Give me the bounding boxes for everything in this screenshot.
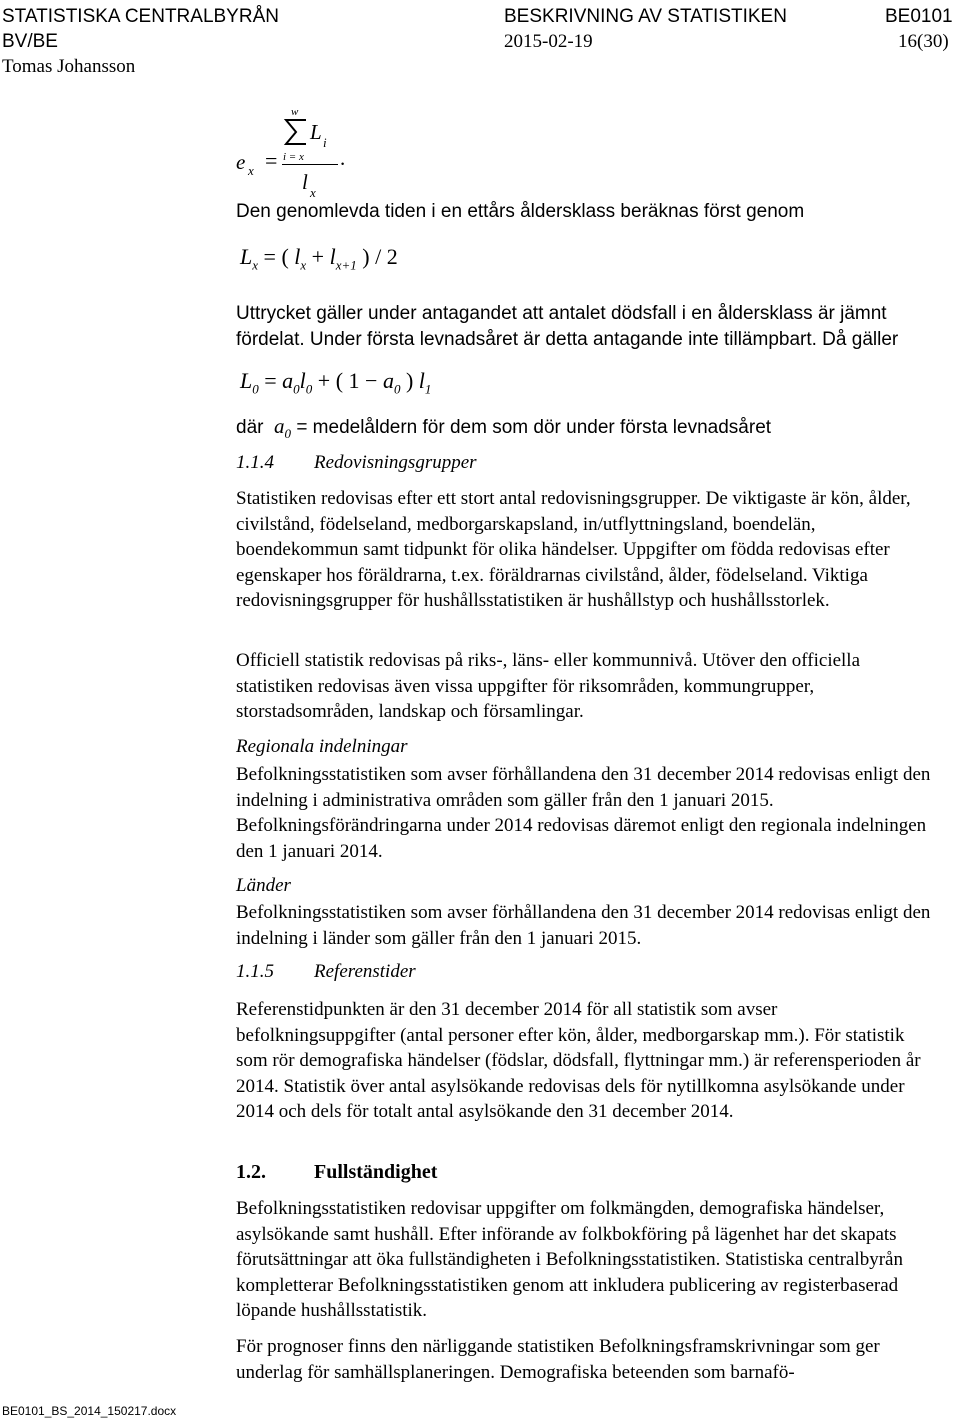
header-doc-type: BESKRIVNING AV STATISTIKEN	[504, 6, 787, 27]
formula-Lx-L-sub: x	[252, 257, 259, 273]
header-dept: BV/BE	[2, 31, 58, 52]
subheading-regionala-indelningar: Regionala indelningar	[236, 736, 408, 757]
formula-L0-L: L	[240, 368, 253, 393]
formula-ex-equals: =	[265, 148, 278, 173]
header-date: 2015-02-19	[504, 31, 593, 52]
fraction-line	[282, 164, 338, 165]
formula-L0-l2-sub: 1	[424, 381, 432, 397]
formula-L0-l: l	[299, 368, 306, 393]
where-symbol-sub: 0	[284, 425, 292, 441]
formula-Lx-L: L	[240, 244, 253, 269]
formula-L0-l-sub: 0	[305, 381, 313, 397]
section-1-1-5-paragraph: Referenstidpunkten är den 31 december 2014 för all statistik som avser befolkningsuppgifter (antal personer efter kön, ålder, medborgarskap mm.). För statistik som rör demografiska händelser (födslar, dödsfall, flyttningar mm.) är referensperioden år 2014. Statistik över antal asylsökande redovisas dels för nytillkomna asylsökande under 2014 och dels för totalt antal asylsökande den 31 december 2014.	[236, 999, 921, 1122]
sigma-icon	[283, 118, 309, 146]
subheading-lander: Länder	[236, 875, 291, 896]
lander-text: Befolkningsstatistiken som avser förhållandena den 31 december 2014 redovisas enligt den indelning i länder som gäller från den 1 januari 2015.	[236, 902, 931, 949]
formula-L0-a2: a	[382, 368, 394, 393]
formula-Lx	[240, 244, 398, 273]
formula-ex	[236, 100, 376, 200]
section-1-1-4-paragraph-1: Statistiken redovisas efter ett stort antal redovisningsgrupper. De viktigaste är kön, ålder, civilstånd, födelseland, medborgarskapsland, in/utflyttningsland, boendelän, boendekommun samt tidpunkt för olika händelser. Uppgifter om födda redovisas efter egenskaper hos föräldrarna, t.ex. föräldrarnas civilstånd, ålder, födelseland. Viktiga redovisningsgrupper för hushållsstatistiken är hushållstyp och hushållsstorlek.	[236, 488, 911, 611]
formula-ex-period: .	[340, 146, 346, 170]
where-text: = medelåldern för dem som dör under första levnadsåret	[296, 417, 772, 438]
formula-L0-a2-sub: 0	[393, 381, 401, 397]
formula-L0-a-sub: 0	[293, 381, 300, 397]
formula-Lx-open: = (	[263, 244, 295, 269]
formula-L0-l2: l	[418, 368, 425, 393]
section-1-2-paragraph-2: För prognoser finns den närliggande statistiken Befolkningsframskrivningar som ger underlag för samhällsplaneringen. Demografiska beteenden som barnafö-	[236, 1336, 880, 1383]
header-page-number: 16(30)	[898, 31, 949, 52]
formula-ex-denominator: l	[302, 170, 308, 194]
formula-ex-sum-top: w	[291, 106, 299, 118]
formula-ex-lhs: e	[236, 150, 246, 174]
formula-Lx-close: ) / 2	[356, 244, 398, 269]
formula-Lx-l1-sub: x	[300, 257, 307, 273]
formula-Lx-plus: +	[306, 244, 330, 269]
where-line	[236, 414, 771, 442]
section-1-1-5-title: Referenstider	[314, 961, 416, 982]
formula-ex-denominator-sub: x	[310, 185, 316, 200]
section-1-1-4-title: Redovisningsgrupper	[314, 452, 477, 473]
formula-ex-lhs-sub: x	[248, 163, 254, 178]
section-1-2-paragraph-1: Befolkningsstatistiken redovisar uppgifter om folkmängden, demografiska händelser, asylsökande samt hushåll. Efter införande av folkbokföring på lägenhet har det skapats förutsättningar att öka fullständigheten i Befolkningsstatistiken. Statistiska centralbyrån kompletterar Befolkningsstatistiken genom att inkludera publicering av registerbaserad löpande hushållsstatistik.	[236, 1198, 903, 1321]
formula-Lx-l2-sub: x+1	[335, 257, 357, 273]
formula-ex-numerator-sub: i	[323, 135, 327, 150]
footer-filename: BE0101_BS_2014_150217.docx	[2, 1404, 177, 1418]
where-prefix: där	[236, 417, 264, 438]
formula-Lx-l1: l	[294, 244, 301, 269]
formula-L0-equals: =	[258, 368, 283, 393]
regionala-indelningar-text: Befolkningsstatistiken som avser förhållandena den 31 december 2014 redovisas enligt den indelning i administrativa områden som gäller från den 1 januari 2015. Befolkningsförändringarna under 2014 redovisas däremot enligt den regionala indelningen den 1 januari 2014.	[236, 764, 931, 862]
formula-L0-close: )	[400, 368, 419, 393]
section-1-1-5-number: 1.1.5	[236, 961, 274, 982]
formula-L0-a: a	[282, 368, 294, 393]
formula-Lx-l2: l	[329, 244, 336, 269]
formula-L0-L-sub: 0	[252, 381, 259, 397]
header-author: Tomas Johansson	[2, 56, 136, 77]
header-code: BE0101	[885, 6, 953, 27]
section-1-2-number: 1.2.	[236, 1161, 266, 1183]
formula-L0-mid: + ( 1 −	[312, 368, 383, 393]
formula-ex-numerator: L	[310, 120, 322, 144]
assumption-paragraph: Uttrycket gäller under antagandet att antalet dödsfall i en åldersklass är jämnt fördelat. Under första levnadsåret är detta antagande inte tillämpbart. Då gäller	[236, 303, 899, 350]
header-org: STATISTISKA CENTRALBYRÅN	[2, 6, 279, 27]
intro-text: Den genomlevda tiden i en ettårs åldersklass beräknas först genom	[236, 201, 805, 222]
section-1-1-4-paragraph-2: Officiell statistik redovisas på riks-, läns- eller kommunnivå. Utöver den officiella statistiken redovisas även vissa uppgifter för riksområden, kommungrupper, storstadsområden, landskap och församlingar.	[236, 650, 861, 722]
section-1-1-4-number: 1.1.4	[236, 452, 274, 473]
formula-ex-sum-bottom: i = x	[283, 151, 304, 163]
section-1-2-title: Fullständighet	[314, 1161, 438, 1183]
formula-L0	[240, 368, 431, 397]
where-symbol: a	[274, 414, 285, 438]
